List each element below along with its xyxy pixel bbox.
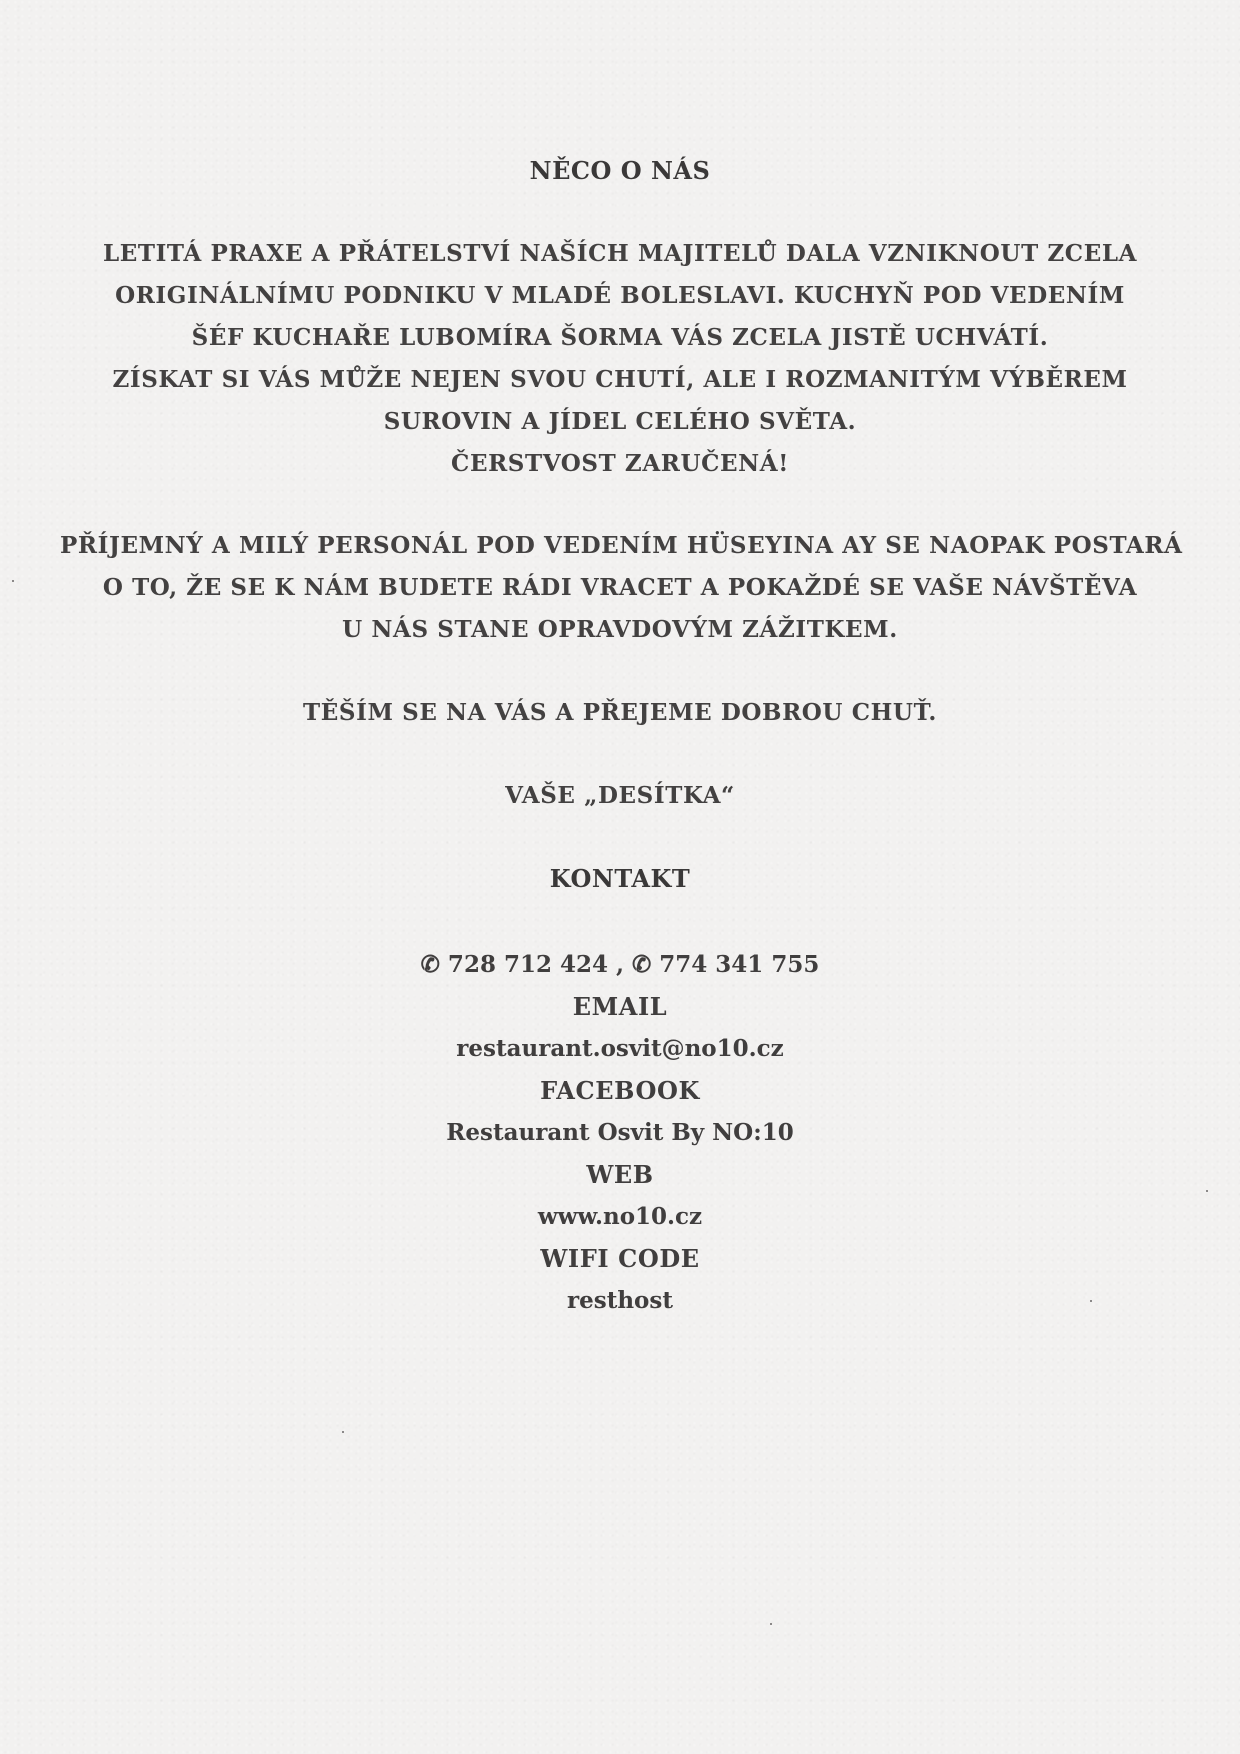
- about-paragraph-2-line: U NÁS STANE OPRAVDOVÝM ZÁŽITKEM.: [342, 616, 898, 643]
- about-closing: [60, 692, 1180, 734]
- contact-web[interactable]: www.no10.cz: [537, 1203, 703, 1230]
- contact-web-label: WEB: [586, 1160, 654, 1189]
- contact-email[interactable]: restaurant.osvit@no10.cz: [456, 1035, 784, 1062]
- about-paragraph-1: [60, 233, 1180, 485]
- contact-block: [0, 944, 1240, 1322]
- contact-wifi: resthost: [567, 1287, 673, 1314]
- paper-speck: [342, 1431, 344, 1433]
- about-paragraph-1-line: ČERSTVOST ZARUČENÁ!: [451, 450, 789, 477]
- about-paragraph-1-line: ŠÉF KUCHAŘE LUBOMÍRA ŠORMA VÁS ZCELA JISTĚ UCHVÁTÍ.: [191, 324, 1049, 351]
- about-paragraph-2-line: PŘÍJEMNÝ A MILÝ PERSONÁL POD VEDENÍM HÜSEYINA AY SE NAOPAK POSTARÁ: [60, 532, 1183, 559]
- contact-title: KONTAKT: [549, 864, 691, 893]
- about-signature: [60, 775, 1180, 817]
- paper-speck: [770, 1623, 772, 1625]
- contact-email-label: EMAIL: [572, 992, 668, 1021]
- contact-facebook-label: FACEBOOK: [540, 1076, 700, 1105]
- contact-phones[interactable]: ✆ 728 712 424 , ✆ 774 341 755: [420, 951, 820, 978]
- about-paragraph-1-line: ZÍSKAT SI VÁS MŮŽE NEJEN SVOU CHUTÍ, ALE I ROZMANITÝM VÝBĚREM: [112, 366, 1128, 393]
- contact-wifi-label: WIFI CODE: [540, 1244, 700, 1273]
- contact-facebook[interactable]: Restaurant Osvit By NO:10: [446, 1119, 794, 1146]
- paper-speck: [1206, 1190, 1208, 1192]
- about-title: NĚCO O NÁS: [529, 156, 711, 185]
- about-paragraph-2: [60, 525, 1183, 651]
- about-paragraph-2-line: O TO, ŽE SE K NÁM BUDETE RÁDI VRACET A POKAŽDÉ SE VAŠE NÁVŠTĚVA: [102, 574, 1138, 601]
- about-signature-line: VAŠE „DESÍTKA“: [505, 782, 735, 809]
- paper-speck: [1090, 1300, 1092, 1302]
- about-paragraph-1-line: ORIGINÁLNÍMU PODNIKU V MLADÉ BOLESLAVI. KUCHYŇ POD VEDENÍM: [115, 282, 1125, 309]
- about-closing-line: TĚŠÍM SE NA VÁS A PŘEJEME DOBROU CHUŤ.: [303, 699, 937, 726]
- about-paragraph-1-line: LETITÁ PRAXE A PŘÁTELSTVÍ NAŠÍCH MAJITELŮ DALA VZNIKNOUT ZCELA: [102, 240, 1138, 267]
- about-paragraph-1-line: SUROVIN A JÍDEL CELÉHO SVĚTA.: [383, 408, 857, 435]
- paper-speck: [12, 580, 14, 582]
